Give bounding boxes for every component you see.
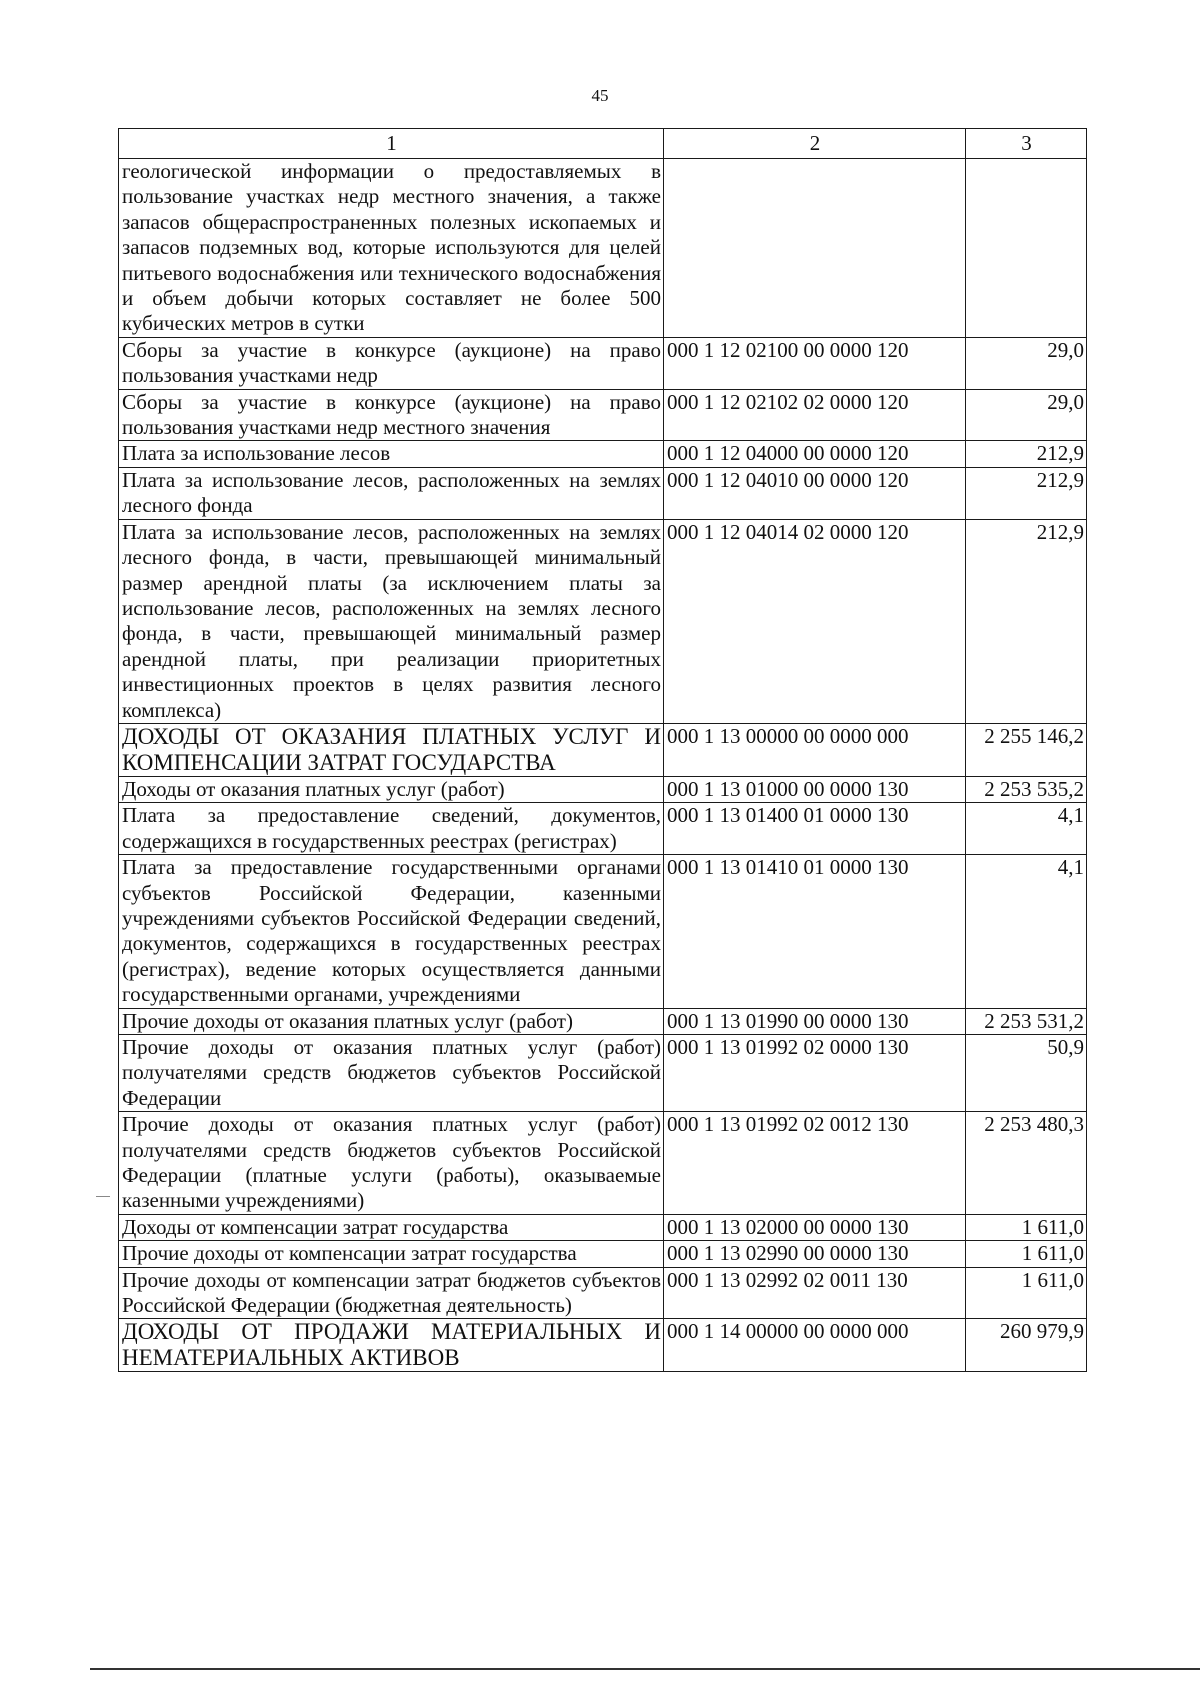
revenue-name-cell: Плата за предоставление государственными органами субъектов Российской Федерации, казенными учреждениями субъектов Российской Федерации сведений, документов, содержащихся в государственных реестрах (регистрах), ведение которых осуществляется данными государственными органами, учреждениями — [119, 855, 664, 1008]
budget-code-cell: 000 1 13 00000 00 0000 000 — [664, 723, 966, 776]
amount-cell: 212,9 — [966, 519, 1087, 723]
revenue-name-cell: Доходы от оказания платных услуг (работ) — [119, 776, 664, 802]
table-row — [119, 441, 1087, 467]
amount-cell: 260 979,9 — [966, 1319, 1087, 1372]
page-bottom-rule — [90, 1668, 1200, 1670]
budget-code-cell: 000 1 13 01400 01 0000 130 — [664, 803, 966, 855]
table-row — [119, 776, 1087, 802]
amount-cell: 2 253 480,3 — [966, 1112, 1087, 1215]
budget-code-cell: 000 1 13 02000 00 0000 130 — [664, 1214, 966, 1240]
amount-cell: 50,9 — [966, 1035, 1087, 1112]
table-row — [119, 1241, 1087, 1267]
budget-code-cell: 000 1 12 02100 00 0000 120 — [664, 337, 966, 389]
margin-mark — [96, 1196, 110, 1197]
revenue-name-cell: Прочие доходы от компенсации затрат государства — [119, 1241, 664, 1267]
table-body — [119, 159, 1087, 1372]
revenue-name-cell: Плата за использование лесов, расположенных на землях лесного фонда — [119, 467, 664, 519]
budget-code-cell — [664, 159, 966, 338]
amount-cell: 29,0 — [966, 389, 1087, 441]
budget-code-cell: 000 1 13 02992 02 0011 130 — [664, 1267, 966, 1319]
revenue-name-cell: Плата за использование лесов, расположенных на землях лесного фонда, в части, превышающей минимальный размер арендной платы (за исключением платы за использование лесов, расположенных на землях лесного фонда, в части, превышающей минимальный размер арендной платы, при реализации приоритетных инвестиционных проектов в целях развития лесного комплекса) — [119, 519, 664, 723]
amount-cell: 2 253 535,2 — [966, 776, 1087, 802]
amount-cell: 212,9 — [966, 441, 1087, 467]
amount-cell: 1 611,0 — [966, 1214, 1087, 1240]
table-row — [119, 467, 1087, 519]
header-row — [119, 129, 1087, 159]
revenue-table — [118, 128, 1087, 1372]
budget-code-cell: 000 1 12 04014 02 0000 120 — [664, 519, 966, 723]
page-number: 45 — [591, 86, 609, 105]
amount-cell: 29,0 — [966, 337, 1087, 389]
table-row — [119, 1267, 1087, 1319]
column-header-1: 1 — [119, 129, 664, 159]
table-row — [119, 803, 1087, 855]
table-row — [119, 723, 1087, 776]
budget-code-cell: 000 1 13 02990 00 0000 130 — [664, 1241, 966, 1267]
amount-cell: 4,1 — [966, 803, 1087, 855]
column-header-2: 2 — [664, 129, 966, 159]
budget-code-cell: 000 1 13 01990 00 0000 130 — [664, 1008, 966, 1034]
table-row — [119, 1319, 1087, 1372]
revenue-name-cell: Сборы за участие в конкурсе (аукционе) на право пользования участками недр — [119, 337, 664, 389]
amount-cell: 2 255 146,2 — [966, 723, 1087, 776]
amount-cell: 1 611,0 — [966, 1267, 1087, 1319]
table-row — [119, 337, 1087, 389]
table-row — [119, 1214, 1087, 1240]
revenue-name-cell: Доходы от компенсации затрат государства — [119, 1214, 664, 1240]
revenue-name-cell: Прочие доходы от компенсации затрат бюджетов субъектов Российской Федерации (бюджетная деятельность) — [119, 1267, 664, 1319]
budget-code-cell: 000 1 13 01992 02 0000 130 — [664, 1035, 966, 1112]
table-row — [119, 389, 1087, 441]
table-row — [119, 855, 1087, 1008]
revenue-name-cell: Плата за предоставление сведений, документов, содержащихся в государственных реестрах (регистрах) — [119, 803, 664, 855]
revenue-name-cell: Плата за использование лесов — [119, 441, 664, 467]
amount-cell: 212,9 — [966, 467, 1087, 519]
table-row — [119, 1008, 1087, 1034]
revenue-name-cell: ДОХОДЫ ОТ ПРОДАЖИ МАТЕРИАЛЬНЫХ И НЕМАТЕРИАЛЬНЫХ АКТИВОВ — [119, 1319, 664, 1372]
revenue-name-cell: Прочие доходы от оказания платных услуг (работ) — [119, 1008, 664, 1034]
budget-code-cell: 000 1 13 01410 01 0000 130 — [664, 855, 966, 1008]
budget-code-cell: 000 1 12 04000 00 0000 120 — [664, 441, 966, 467]
revenue-name-cell: Сборы за участие в конкурсе (аукционе) на право пользования участками недр местного значения — [119, 389, 664, 441]
amount-cell: 2 253 531,2 — [966, 1008, 1087, 1034]
table-header — [119, 129, 1087, 159]
table-row — [119, 1035, 1087, 1112]
budget-code-cell: 000 1 14 00000 00 0000 000 — [664, 1319, 966, 1372]
table-row — [119, 519, 1087, 723]
revenue-name-cell: Прочие доходы от оказания платных услуг (работ) получателями средств бюджетов субъектов Российской Федерации — [119, 1035, 664, 1112]
amount-cell: 1 611,0 — [966, 1241, 1087, 1267]
revenue-name-cell: Прочие доходы от оказания платных услуг (работ) получателями средств бюджетов субъектов Российской Федерации (платные услуги (работы), оказываемые казенными учреждениями) — [119, 1112, 664, 1215]
budget-code-cell: 000 1 12 02102 02 0000 120 — [664, 389, 966, 441]
revenue-name-cell: геологической информации о предоставляемых в пользование участках недр местного значения, а также запасов общераспространенных полезных ископаемых и запасов подземных вод, которые используются для целей питьевого водоснабжения или технического водоснабжения и объем добычи которых составляет не более 500 кубических метров в сутки — [119, 159, 664, 338]
table-row — [119, 159, 1087, 338]
amount-cell: 4,1 — [966, 855, 1087, 1008]
revenue-name-cell: ДОХОДЫ ОТ ОКАЗАНИЯ ПЛАТНЫХ УСЛУГ И КОМПЕНСАЦИИ ЗАТРАТ ГОСУДАРСТВА — [119, 723, 664, 776]
column-header-3: 3 — [966, 129, 1087, 159]
budget-code-cell: 000 1 12 04010 00 0000 120 — [664, 467, 966, 519]
table-row — [119, 1112, 1087, 1215]
amount-cell — [966, 159, 1087, 338]
budget-code-cell: 000 1 13 01000 00 0000 130 — [664, 776, 966, 802]
budget-code-cell: 000 1 13 01992 02 0012 130 — [664, 1112, 966, 1215]
